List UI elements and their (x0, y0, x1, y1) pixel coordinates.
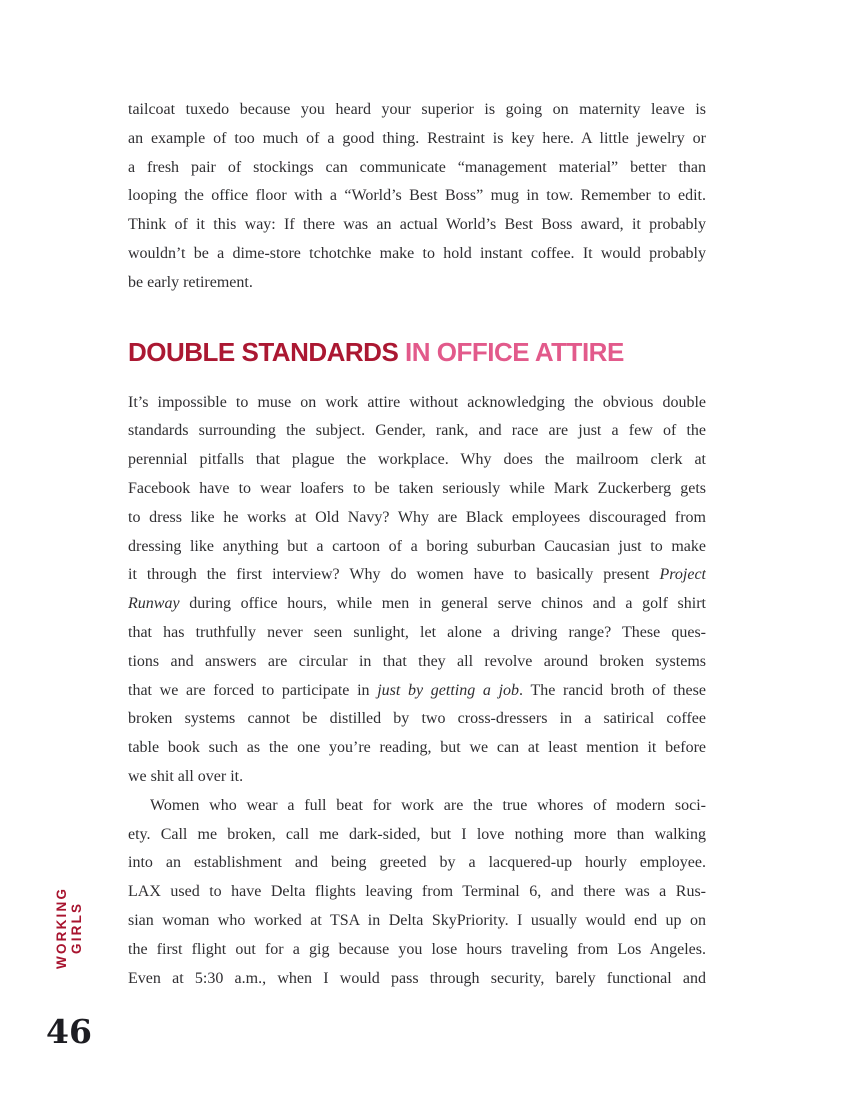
text-line (128, 561, 706, 590)
text-line (128, 211, 706, 240)
text-line (128, 763, 706, 792)
text-line (128, 96, 706, 125)
text-segment: standards surrounding the subject. Gender, rank, and race are just a few of the (128, 422, 706, 440)
text-segment: during office hours, while men in general serve chinos and a golf shirt (179, 595, 706, 613)
paragraph (128, 389, 706, 792)
text-segment: perennial pitfalls that plague the workplace. Why does the mailroom clerk at (128, 451, 706, 469)
text-segment: Even at 5:30 a.m., when I would pass through security, barely functional and (128, 969, 706, 987)
text-segment: that we are forced to participate in (128, 681, 378, 699)
text-segment: wouldn’t be a dime-store tchotchke make to hold instant coffee. It would probably (128, 244, 706, 262)
text-line (128, 936, 706, 965)
text-segment: looping the office floor with a “World’s Best Boss” mug in tow. Remember to edit. (128, 187, 706, 205)
text-line (128, 965, 706, 994)
text-segment: a fresh pair of stockings can communicate “management material” better than (128, 158, 706, 176)
text-segment: . The rancid broth of these (519, 681, 706, 699)
text-segment: to dress like he works at Old Navy? Why are Black employees discouraged from (128, 508, 706, 526)
text-line (128, 389, 706, 418)
text-segment: ety. Call me broken, call me dark-sided, but I love nothing more than walking (128, 825, 706, 843)
text-line (128, 677, 706, 706)
text-segment: It’s impossible to muse on work attire without acknowledging the obvious double (128, 393, 706, 411)
text-line (128, 907, 706, 936)
text-segment: dressing like anything but a cartoon of a boring suburban Caucasian just to make (128, 537, 706, 555)
section-heading-primary: DOUBLE STANDARDS (128, 336, 399, 367)
text-line (128, 417, 706, 446)
text-line (128, 446, 706, 475)
italic-text: Project (659, 566, 706, 584)
text-line (128, 705, 706, 734)
text-line (128, 648, 706, 677)
text-column (128, 96, 706, 993)
text-segment: tailcoat tuxedo because you heard your superior is going on maternity leave is (128, 101, 706, 118)
text-segment: sian woman who worked at TSA in Delta SkyPriority. I usually would end up on (128, 911, 706, 929)
paragraph (128, 96, 706, 298)
text-line (128, 821, 706, 850)
body-text-before-heading (128, 96, 706, 298)
paragraph (128, 792, 706, 994)
text-segment: the first flight out for a gig because you lose hours traveling from Los Angeles. (128, 940, 706, 958)
text-segment: Women who wear a full beat for work are the true whores of modern soci- (150, 796, 706, 814)
text-segment: broken systems cannot be distilled by two cross-dressers in a satirical coffee (128, 710, 706, 728)
text-segment: that has truthfully never seen sunlight, let alone a driving range? These ques- (128, 623, 706, 641)
text-segment: tions and answers are circular in that they all revolve around broken systems (128, 652, 706, 670)
text-line (128, 125, 706, 154)
text-line (128, 269, 706, 298)
text-segment: an example of too much of a good thing. Restraint is key here. A little jewelry or (128, 129, 706, 147)
text-segment: table book such as the one you’re reading, but we can at least mention it before (128, 739, 706, 757)
text-segment: we shit all over it. (128, 767, 244, 785)
text-segment: LAX used to have Delta flights leaving from Terminal 6, and there was a Rus- (128, 883, 706, 901)
text-line (128, 182, 706, 211)
text-segment: Think of it this way: If there was an actual World’s Best Boss award, it probably (128, 216, 706, 234)
text-line (128, 240, 706, 269)
italic-text: just by getting a job (377, 681, 520, 699)
text-line (128, 154, 706, 183)
text-line (128, 619, 706, 648)
text-line (128, 475, 706, 504)
section-heading-secondary: IN OFFICE ATTIRE (398, 336, 624, 367)
section-heading (128, 337, 706, 367)
text-line (128, 878, 706, 907)
body-text-after-heading (128, 389, 706, 994)
text-line (128, 792, 706, 821)
text-segment: it through the first interview? Why do women have to basically present (128, 566, 660, 584)
text-segment: Facebook have to wear loafers to be taken seriously while Mark Zuckerberg gets (128, 479, 706, 497)
italic-text: Runway (128, 595, 180, 613)
text-line (128, 590, 706, 619)
text-line (128, 734, 706, 763)
text-segment: into an establishment and being greeted by a lacquered-up hourly employee. (128, 854, 706, 872)
text-line (128, 533, 706, 562)
text-line (128, 504, 706, 533)
chapter-sidebar-label: WORKING GIRLS (54, 886, 84, 970)
page-number: 46 (46, 1012, 92, 1051)
text-line (128, 849, 706, 878)
text-segment: be early retirement. (128, 273, 253, 291)
